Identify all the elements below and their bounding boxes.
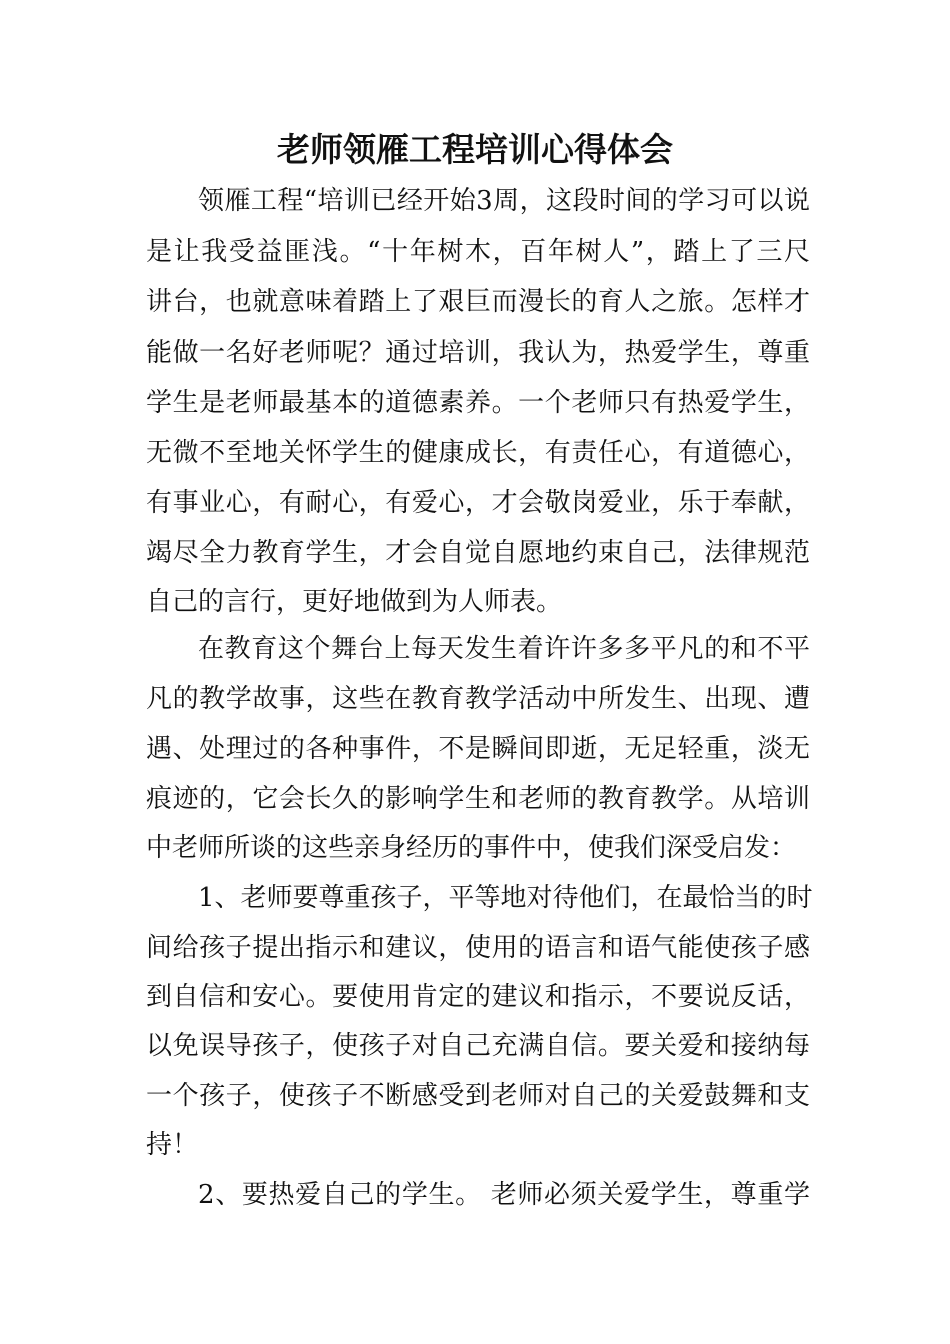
paragraph-line: 间给孩子提出指示和建议，使用的语言和语气能使孩子感 [146,933,810,963]
document-title: 老师领雁工程培训心得体会 [277,130,673,169]
paragraph-line: 以免误导孩子，使孩子对自己充满自信。要关爱和接纳每 [146,1031,810,1061]
paragraph-line: 学生是老师最基本的道德素养。一个老师只有热爱学生， [146,388,810,418]
paragraph-line: 讲台，也就意味着踏上了艰巨而漫长的育人之旅。怎样才 [146,287,810,317]
paragraph-line: 遇、处理过的各种事件，不是瞬间即逝，无足轻重，淡无 [146,734,810,764]
paragraph-line: 1、老师要尊重孩子，平等地对待他们，在最恰当的时 [198,883,813,913]
paragraph-line: 一个孩子，使孩子不断感受到老师对自己的关爱鼓舞和支 [146,1081,810,1111]
paragraph-line: 到自信和安心。要使用肯定的建议和指示，不要说反话， [146,982,810,1012]
paragraph-line: 自己的言行，更好地做到为人师表。 [146,587,563,617]
paragraph-line: 有事业心，有耐心，有爱心，才会敬岗爱业，乐于奉献， [146,488,810,518]
paragraph-line: 在教育这个舞台上每天发生着许许多多平凡的和不平 [198,634,810,664]
paragraph-line: 无微不至地关怀学生的健康成长，有责任心，有道德心， [146,438,810,468]
paragraph-line: 痕迹的，它会长久的影响学生和老师的教育教学。从培训 [146,784,810,814]
paragraph-line: 领雁工程“培训已经开始3周，这段时间的学习可以说 [198,186,810,216]
paragraph-line: 能做一名好老师呢？通过培训，我认为，热爱学生，尊重 [146,338,810,368]
paragraph-line: 凡的教学故事，这些在教育教学活动中所发生、出现、遭 [146,684,810,714]
paragraph-line: 是让我受益匪浅。“十年树木，百年树人”，踏上了三尺 [146,237,810,267]
paragraph-line: 持！ [146,1130,199,1160]
paragraph-line: 竭尽全力教育学生，才会自觉自愿地约束自己，法律规范 [146,538,810,568]
paragraph-line: 中老师所谈的这些亲身经历的事件中，使我们深受启发： [146,833,797,863]
paragraph-line: 2、要热爱自己的学生。 老师必须关爱学生，尊重学 [198,1180,810,1210]
